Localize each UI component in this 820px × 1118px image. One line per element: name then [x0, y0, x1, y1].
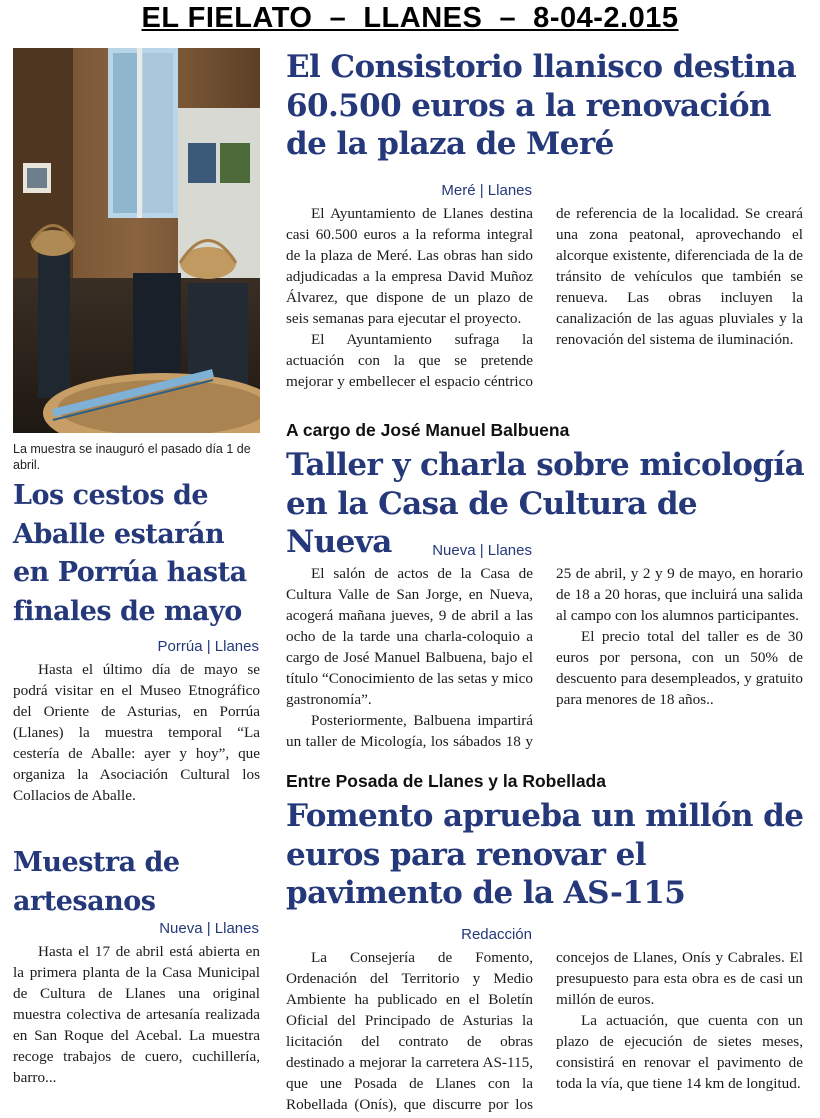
micologia-paragraph: El salón de actos de la Casa de Cultura Valle de San Jorge, en Nueva, acogerá mañana jueves, 9 de abril a las ocho de la tarde una charla-coloquio a cargo de José Manuel Balbuena, bajo el título “Conocimiento de las setas y mico gastronomía”.: [286, 565, 533, 708]
cestos-paragraph: Hasta el último día de mayo se podrá visitar en el Museo Etnográfico del Oriente de Asturias, en Porrúa (Llanes) la muestra temporal “La cestería de Aballe: ayer y hoy”, que organiza la Asociación Cultural los Collacios de Aballe.: [13, 661, 260, 804]
plaza-byline: Meré | Llanes: [441, 182, 532, 199]
as115-headline: Fomento aprueba un millón de euros para renovar el pavimento de la AS-115: [286, 798, 804, 911]
as115-paragraph: La Consejería de Fomento, Ordenación del Territorio y Medio Ambiente ha publicado en el Boletín Oficial del Principado de Asturias la licitación del contrato de obras destinado a mejorar la carretera AS-115, que une Posada de Llanes con la Robellada (Onís), que discurre por los concejos de Llanes, Onís y Cabrales. El presupuesto para esta obra es de casi un millón de euros.: [286, 949, 803, 1113]
micologia-headline: Taller y charla sobre micología en la Casa de Cultura de Nueva: [286, 447, 805, 560]
micologia-paragraph: El precio total del taller es de 30 euros por persona, con un 50% de descuento para desempleados, y gratuito para menores de 18 años..: [556, 628, 803, 708]
exhibition-photo: [13, 48, 260, 433]
photo-caption: La muestra se inauguró el pasado día 1 de abril.: [13, 442, 251, 472]
artesanos-paragraph: Hasta el 17 de abril está abierta en la primera planta de la Casa Municipal de Cultura de Llanes una original muestra colectiva de artesanía realizada en San Roque del Acebal. La muestra recoge trabajos de cuero, cuchillería, barro...: [13, 943, 260, 1086]
plaza-paragraph: El Ayuntamiento de Llanes destina casi 60.500 euros a la reforma integral de la plaza de Meré. Las obras han sido adjudicadas a la empresa David Muñoz Álvarez, que dispone de un plazo de seis semanas para ejecutar el proyecto.: [286, 205, 533, 327]
cestos-body: [13, 659, 260, 806]
cestos-byline: Porrúa | Llanes: [157, 638, 259, 655]
as115-kicker: Entre Posada de Llanes y la Robellada: [286, 771, 606, 791]
micologia-byline: Nueva | Llanes: [432, 542, 532, 559]
micologia-paragraph: Posteriormente, Balbuena impartirá un taller de Micología, los sábados 18 y 25 de abril, y 2 y 9 de mayo, en horario de 18 a 20 horas, que incluirá una salida al campo con los alumnos participantes.: [286, 565, 803, 750]
as115-body: [286, 947, 803, 1117]
plaza-body: [286, 203, 803, 395]
artesanos-body: [13, 941, 260, 1088]
artesanos-byline: Nueva | Llanes: [159, 920, 259, 937]
artesanos-headline: Muestra de artesanos: [13, 847, 180, 917]
as115-paragraph: La actuación, que cuenta con un plazo de ejecución de sietes meses, consistirá en renovar el pavimento de toda la vía, que tiene 14 km de longitud.: [556, 1012, 803, 1092]
masthead: EL FIELATO – LLANES – 8-04-2.015: [141, 2, 679, 34]
micologia-body: [286, 563, 803, 755]
plaza-paragraph: El Ayuntamiento sufraga la actuación con la que se pretende mejorar y embellecer el espacio céntrico de referencia de la localidad. Se creará una zona peatonal, aprovechando el alcorque existente, diferenciada de la de tránsito de vehículos que también se renueva. Las obras incluyen la canalización de las aguas pluviales y la renovación del sistema de iluminación.: [286, 205, 803, 390]
plaza-headline: El Consistorio llanisco destina 60.500 euros a la renovación de la plaza de Meré: [286, 49, 797, 162]
cestos-headline: Los cestos de Aballe estarán en Porrúa hasta finales de mayo: [13, 480, 247, 627]
micologia-kicker: A cargo de José Manuel Balbuena: [286, 420, 570, 440]
as115-byline: Redacción: [461, 926, 532, 943]
